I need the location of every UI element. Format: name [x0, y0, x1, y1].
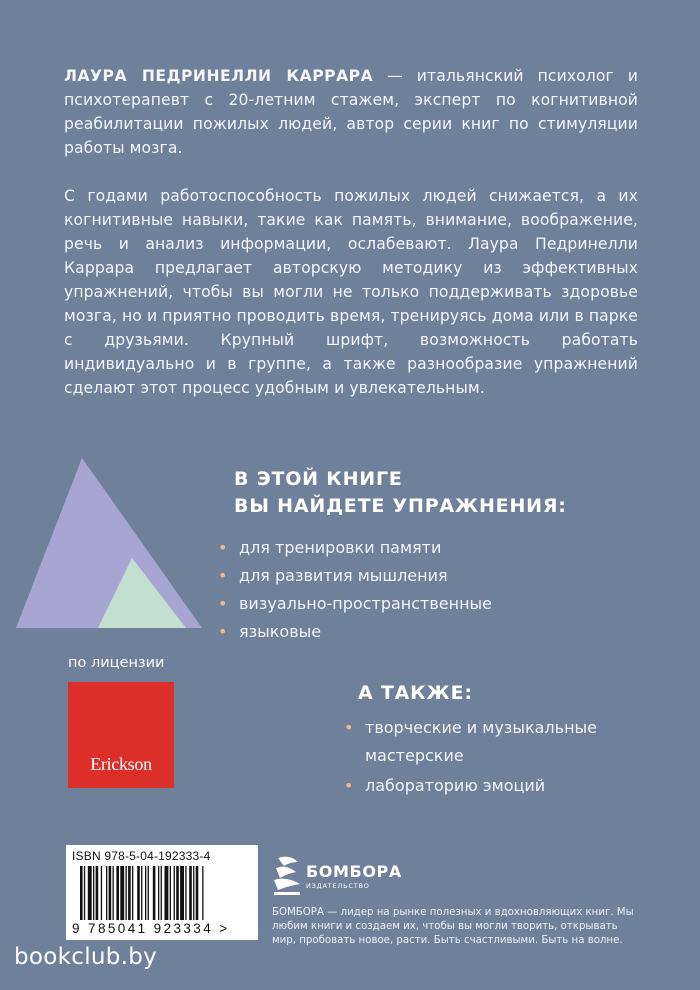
author-name: ЛАУРА ПЕДРИНЕЛЛИ КАРРАРА [64, 67, 374, 85]
decorative-triangles [8, 450, 208, 635]
barcode [66, 845, 258, 940]
author-bio-text: — итальянский психолог и психотерапевт с 20-летним стажем, эксперт по когнитивной реабилитации пожилых людей, автор серии книг по стимуляции работы мозга. [64, 67, 638, 157]
publisher-subtitle: ИЗДАТЕЛЬСТВО [306, 882, 370, 890]
list-item: • визуально-пространственные [218, 590, 618, 618]
list-item: • языковые [218, 618, 618, 646]
exercises-title-line2: ВЫ НАЙДЕТЕ УПРАЖНЕНИЯ: [234, 495, 567, 517]
exercises-title-line1: В ЭТОЙ КНИГЕ [234, 468, 403, 490]
bombora-logo-icon [272, 854, 304, 898]
book-description: С годами работоспособность пожилых людей снижается, а их когнитивные навыки, такие как память, внимание, воображение, речь и анализ информации, ослабевают. Лаура Педринелли Каррара предлагает авторскую методику из эффективных упражнений, чтобы вы могли не только поддерживать здоровье мозга, но и приятно проводить время, тренируясь дома или в парке с друзьями. Крупный шрифт, возможность работать индивидуально и в группе, а также разнообразие упражнений сделают этот процесс удобным и увлекательным. [64, 187, 638, 397]
license-label: по лицензии [68, 655, 165, 671]
erickson-logo-text: Erickson [90, 754, 152, 774]
author-bio [64, 64, 638, 160]
triangle-large [16, 458, 202, 628]
publisher-name: БОМБОРА [306, 862, 402, 881]
also-list [344, 714, 664, 800]
barcode-digits: 9 785041 923334 > [72, 921, 230, 936]
barcode-bars [80, 866, 250, 920]
exercises-title [234, 466, 567, 520]
also-title: А ТАКЖЕ: [358, 682, 473, 704]
erickson-logo [68, 682, 174, 788]
isbn-text: ISBN 978-5-04-192333-4 [72, 849, 211, 863]
exercises-list [218, 534, 618, 646]
list-item: • лабораторию эмоций [344, 772, 664, 800]
list-item: • для развития мышления [218, 562, 618, 590]
website-watermark: bookclub.by [14, 944, 158, 970]
list-item: • творческие и музыкальные мастерские [344, 714, 664, 770]
list-item: • для тренировки памяти [218, 534, 618, 562]
publisher-description: БОМБОРА — лидер на рынке полезных и вдохновляющих книг. Мы любим книги и создаем их, чтобы вы могли творить, открывать мир, пробовать новое, расти. Быть счастливыми. Быть на волне. [272, 907, 634, 946]
